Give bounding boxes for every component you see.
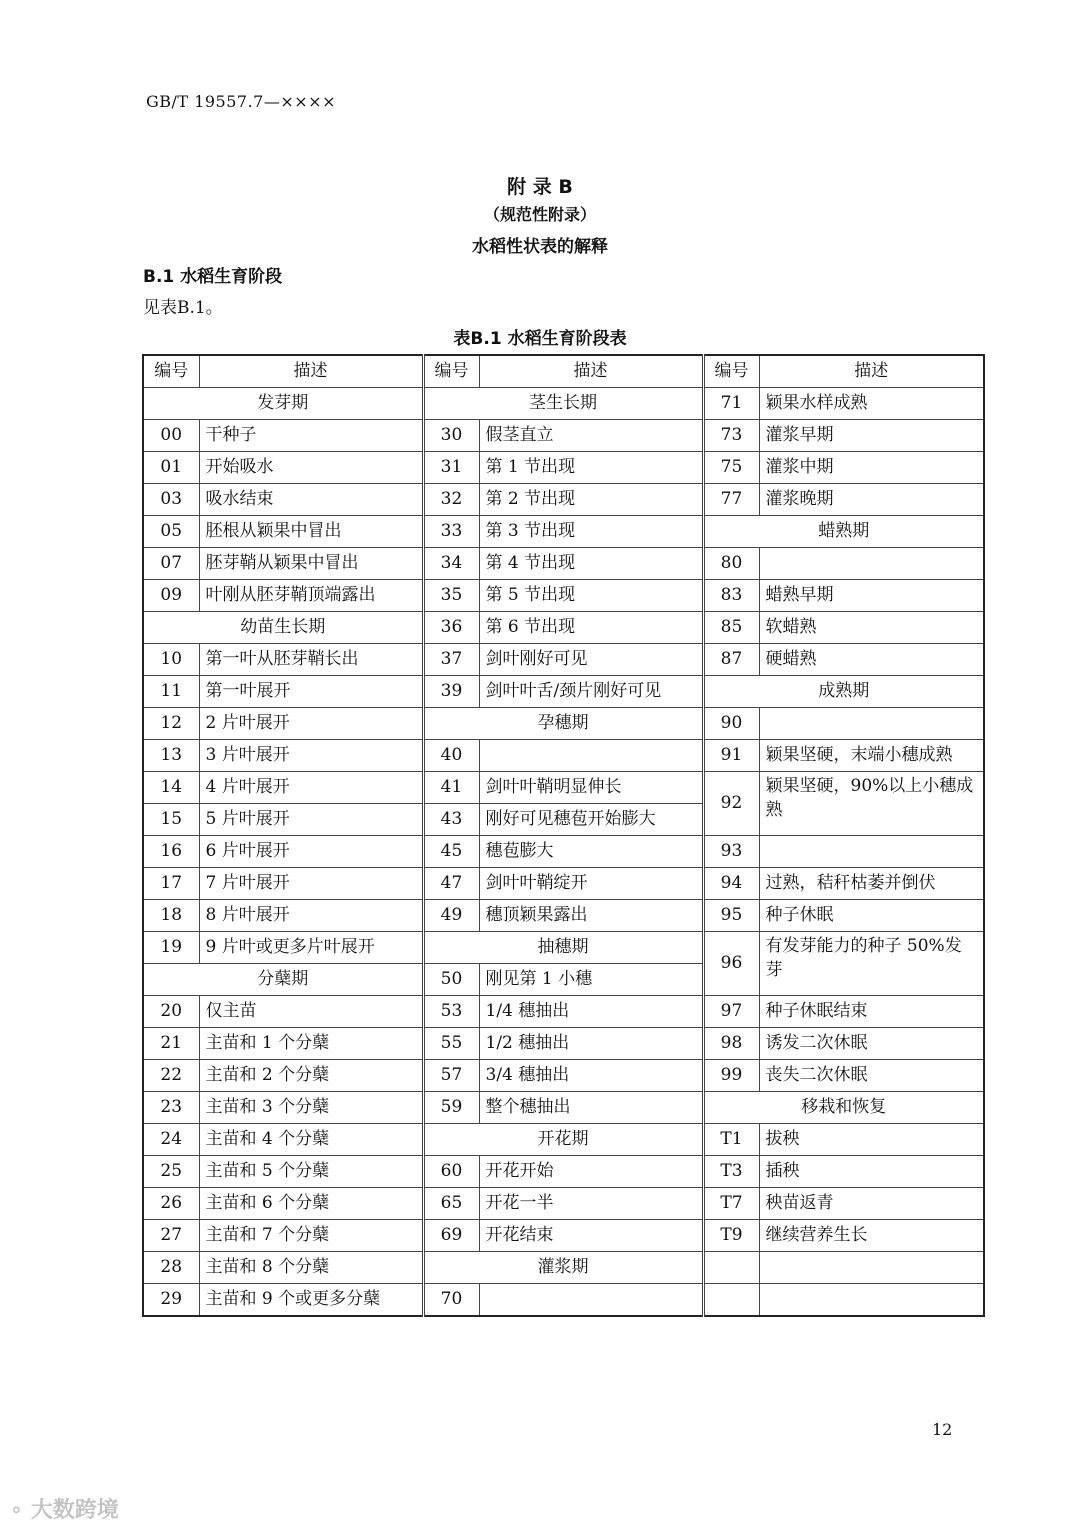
stage-code-cell: 45	[423, 836, 479, 868]
stage-code-cell: 11	[143, 676, 199, 708]
table-row	[143, 1060, 984, 1092]
appendix-title: 附 录 B	[507, 176, 573, 198]
table-row	[143, 1252, 984, 1284]
section-heading: B.1 水稻生育阶段	[143, 267, 283, 287]
stage-code-cell: 30	[423, 420, 479, 452]
page-number: 12	[932, 1420, 953, 1439]
stage-desc-cell: 第 5 节出现	[479, 580, 703, 612]
stage-desc-cell: 胚根从颖果中冒出	[199, 516, 423, 548]
stage-code-cell: 14	[143, 772, 199, 804]
stage-code-cell: 92	[703, 772, 759, 836]
weibo-icon: ⚬	[8, 1498, 25, 1522]
stage-code-cell: 20	[143, 996, 199, 1028]
stage-code-cell: 07	[143, 548, 199, 580]
stage-code-cell: 09	[143, 580, 199, 612]
table-row	[143, 644, 984, 676]
stage-code-cell: 49	[423, 900, 479, 932]
stage-desc-cell: 丧失二次休眠	[759, 1060, 984, 1092]
stage-code-cell: 16	[143, 836, 199, 868]
stage-code-cell: 71	[703, 388, 759, 420]
table-row	[143, 676, 984, 708]
stage-code-cell: 85	[703, 612, 759, 644]
stage-desc-cell: 剑叶叶舌/颈片刚好可见	[479, 676, 703, 708]
stage-code-cell: 87	[703, 644, 759, 676]
stage-code-cell: 37	[423, 644, 479, 676]
stage-desc-cell	[479, 740, 703, 772]
stage-desc-cell: 1/2 穗抽出	[479, 1028, 703, 1060]
stage-code-cell: 96	[703, 932, 759, 996]
stage-code-cell: 13	[143, 740, 199, 772]
table-row	[143, 420, 984, 452]
stage-desc-cell: 剑叶叶鞘明显伸长	[479, 772, 703, 804]
stage-group-cell: 分蘖期	[143, 964, 423, 996]
stage-desc-cell: 第一叶展开	[199, 676, 423, 708]
stage-code-cell: 28	[143, 1252, 199, 1284]
table-row	[143, 452, 984, 484]
stage-code-cell: 39	[423, 676, 479, 708]
stage-code-cell	[703, 1284, 759, 1317]
stage-desc-cell: 8 片叶展开	[199, 900, 423, 932]
stage-desc-cell: 插秧	[759, 1156, 984, 1188]
standard-code: GB/T 19557.7—××××	[146, 92, 336, 111]
stage-desc-cell: 刚见第 1 小穗	[479, 964, 703, 996]
table-row	[143, 1220, 984, 1252]
stage-code-cell: 47	[423, 868, 479, 900]
stage-code-cell: 18	[143, 900, 199, 932]
stage-code-cell: 00	[143, 420, 199, 452]
stage-desc-cell: 灌浆晚期	[759, 484, 984, 516]
stage-code-cell: 32	[423, 484, 479, 516]
stage-code-cell: 59	[423, 1092, 479, 1124]
stage-desc-cell: 主苗和 4 个分蘖	[199, 1124, 423, 1156]
table-caption: 表B.1 水稻生育阶段表	[453, 329, 627, 349]
stage-desc-cell: 拔秧	[759, 1124, 984, 1156]
stage-desc-cell	[759, 708, 984, 740]
stage-desc-cell: 主苗和 9 个或更多分蘖	[199, 1284, 423, 1317]
stage-code-cell: 80	[703, 548, 759, 580]
stage-code-cell: 12	[143, 708, 199, 740]
table-row	[143, 836, 984, 868]
stage-desc-cell: 整个穗抽出	[479, 1092, 703, 1124]
header-desc: 描述	[759, 355, 984, 388]
table-row	[143, 388, 984, 420]
stage-desc-cell: 开花结束	[479, 1220, 703, 1252]
stage-desc-cell	[759, 548, 984, 580]
stage-group-cell: 幼苗生长期	[143, 612, 423, 644]
stage-desc-cell: 4 片叶展开	[199, 772, 423, 804]
stage-code-cell: 25	[143, 1156, 199, 1188]
stage-desc-cell: 秧苗返青	[759, 1188, 984, 1220]
table-header-row	[143, 355, 984, 388]
stage-desc-cell: 叶刚从胚芽鞘顶端露出	[199, 580, 423, 612]
appendix-name: 水稻性状表的解释	[472, 237, 608, 257]
stage-code-cell: 26	[143, 1188, 199, 1220]
stage-code-cell: T1	[703, 1124, 759, 1156]
stage-code-cell: 21	[143, 1028, 199, 1060]
stage-code-cell: 15	[143, 804, 199, 836]
stage-code-cell: 65	[423, 1188, 479, 1220]
stage-desc-cell: 颖果坚硬，90%以上小穗成熟	[759, 772, 984, 836]
stage-desc-cell: 软蜡熟	[759, 612, 984, 644]
stage-code-cell: 93	[703, 836, 759, 868]
stage-group-cell: 抽穗期	[423, 932, 703, 964]
table-row	[143, 868, 984, 900]
watermark	[8, 1493, 119, 1524]
stage-desc-cell: 干种子	[199, 420, 423, 452]
stage-desc-cell: 主苗和 6 个分蘖	[199, 1188, 423, 1220]
table-row	[143, 1028, 984, 1060]
stage-desc-cell: 主苗和 5 个分蘖	[199, 1156, 423, 1188]
appendix-subtitle: （规范性附录）	[483, 205, 596, 224]
stage-desc-cell: 2 片叶展开	[199, 708, 423, 740]
table-row	[143, 612, 984, 644]
stage-code-cell: 57	[423, 1060, 479, 1092]
stage-group-cell: 灌浆期	[423, 1252, 703, 1284]
stage-code-cell: 60	[423, 1156, 479, 1188]
stage-desc-cell: 颖果水样成熟	[759, 388, 984, 420]
section-text: 见表B.1。	[143, 298, 223, 318]
stage-code-cell: 05	[143, 516, 199, 548]
stage-desc-cell	[479, 1284, 703, 1317]
stage-desc-cell: 第 1 节出现	[479, 452, 703, 484]
stage-group-cell: 移栽和恢复	[703, 1092, 984, 1124]
stage-desc-cell	[759, 836, 984, 868]
stage-desc-cell: 第 6 节出现	[479, 612, 703, 644]
stage-code-cell	[703, 1252, 759, 1284]
stage-desc-cell: 诱发二次休眠	[759, 1028, 984, 1060]
stage-code-cell: 97	[703, 996, 759, 1028]
stage-desc-cell: 主苗和 2 个分蘖	[199, 1060, 423, 1092]
stage-code-cell: 43	[423, 804, 479, 836]
stage-desc-cell: 主苗和 8 个分蘖	[199, 1252, 423, 1284]
header-code: 编号	[423, 355, 479, 388]
stage-code-cell: 75	[703, 452, 759, 484]
stage-desc-cell: 仅主苗	[199, 996, 423, 1028]
stage-desc-cell: 第 2 节出现	[479, 484, 703, 516]
stage-desc-cell: 剑叶刚好可见	[479, 644, 703, 676]
stage-code-cell: 70	[423, 1284, 479, 1317]
stage-group-cell: 蜡熟期	[703, 516, 984, 548]
stage-desc-cell: 吸水结束	[199, 484, 423, 516]
stage-desc-cell: 穗顶颖果露出	[479, 900, 703, 932]
stage-desc-cell: 继续营养生长	[759, 1220, 984, 1252]
stage-code-cell: 17	[143, 868, 199, 900]
table-row	[143, 1124, 984, 1156]
stage-code-cell: 55	[423, 1028, 479, 1060]
header-code: 编号	[143, 355, 199, 388]
stage-code-cell: 98	[703, 1028, 759, 1060]
stage-desc-cell: 开花开始	[479, 1156, 703, 1188]
stage-desc-cell: 剑叶叶鞘绽开	[479, 868, 703, 900]
stage-code-cell: 77	[703, 484, 759, 516]
stage-code-cell: 24	[143, 1124, 199, 1156]
table-row	[143, 580, 984, 612]
stage-desc-cell	[759, 1252, 984, 1284]
stage-code-cell: 90	[703, 708, 759, 740]
stage-code-cell: 73	[703, 420, 759, 452]
table-row	[143, 1156, 984, 1188]
stage-code-cell: 69	[423, 1220, 479, 1252]
stage-code-cell: 23	[143, 1092, 199, 1124]
stage-group-cell: 发芽期	[143, 388, 423, 420]
table-row	[143, 932, 984, 964]
stage-desc-cell: 主苗和 7 个分蘖	[199, 1220, 423, 1252]
stage-desc-cell: 9 片叶或更多片叶展开	[199, 932, 423, 964]
stage-desc-cell: 灌浆早期	[759, 420, 984, 452]
stage-desc-cell: 有发芽能力的种子 50%发芽	[759, 932, 984, 996]
stage-code-cell: 94	[703, 868, 759, 900]
table-row	[143, 548, 984, 580]
stage-desc-cell: 6 片叶展开	[199, 836, 423, 868]
table-row	[143, 1188, 984, 1220]
stage-code-cell: 27	[143, 1220, 199, 1252]
growth-stage-table	[142, 354, 985, 1317]
table-row	[143, 740, 984, 772]
stage-code-cell: T7	[703, 1188, 759, 1220]
table-row	[143, 1092, 984, 1124]
stage-desc-cell: 过熟，秸秆枯萎并倒伏	[759, 868, 984, 900]
stage-desc-cell: 硬蜡熟	[759, 644, 984, 676]
stage-desc-cell: 1/4 穗抽出	[479, 996, 703, 1028]
stage-code-cell: 34	[423, 548, 479, 580]
stage-code-cell: 33	[423, 516, 479, 548]
stage-code-cell: 10	[143, 644, 199, 676]
header-code: 编号	[703, 355, 759, 388]
stage-code-cell: 91	[703, 740, 759, 772]
stage-code-cell: 41	[423, 772, 479, 804]
stage-code-cell: 95	[703, 900, 759, 932]
stage-desc-cell: 第一叶从胚芽鞘长出	[199, 644, 423, 676]
stage-desc-cell: 种子休眠	[759, 900, 984, 932]
stage-desc-cell: 开花一半	[479, 1188, 703, 1220]
table-row	[143, 1284, 984, 1317]
stage-desc-cell: 蜡熟早期	[759, 580, 984, 612]
stage-desc-cell: 开始吸水	[199, 452, 423, 484]
stage-desc-cell: 5 片叶展开	[199, 804, 423, 836]
table-row	[143, 516, 984, 548]
stage-desc-cell: 第 4 节出现	[479, 548, 703, 580]
stage-group-cell: 孕穗期	[423, 708, 703, 740]
stage-group-cell: 开花期	[423, 1124, 703, 1156]
stage-code-cell: 31	[423, 452, 479, 484]
stage-code-cell: 19	[143, 932, 199, 964]
table-row	[143, 708, 984, 740]
stage-code-cell: 50	[423, 964, 479, 996]
header-desc: 描述	[479, 355, 703, 388]
stage-code-cell: 03	[143, 484, 199, 516]
table-row	[143, 996, 984, 1028]
stage-code-cell: 36	[423, 612, 479, 644]
stage-desc-cell: 穗苞膨大	[479, 836, 703, 868]
stage-code-cell: 01	[143, 452, 199, 484]
stage-desc-cell: 主苗和 1 个分蘖	[199, 1028, 423, 1060]
stage-desc-cell: 胚芽鞘从颖果中冒出	[199, 548, 423, 580]
stage-desc-cell: 主苗和 3 个分蘖	[199, 1092, 423, 1124]
stage-code-cell: 35	[423, 580, 479, 612]
stage-code-cell: 29	[143, 1284, 199, 1317]
stage-desc-cell: 灌浆中期	[759, 452, 984, 484]
stage-code-cell: 22	[143, 1060, 199, 1092]
stage-code-cell: T9	[703, 1220, 759, 1252]
stage-group-cell: 茎生长期	[423, 388, 703, 420]
stage-desc-cell: 种子休眠结束	[759, 996, 984, 1028]
stage-code-cell: 83	[703, 580, 759, 612]
stage-desc-cell: 假茎直立	[479, 420, 703, 452]
header-desc: 描述	[199, 355, 423, 388]
stage-group-cell: 成熟期	[703, 676, 984, 708]
table-row	[143, 484, 984, 516]
stage-desc-cell: 7 片叶展开	[199, 868, 423, 900]
watermark-text: 大数跨境	[30, 1498, 119, 1523]
table-row	[143, 772, 984, 804]
stage-code-cell: 40	[423, 740, 479, 772]
stage-code-cell: T3	[703, 1156, 759, 1188]
stage-code-cell: 99	[703, 1060, 759, 1092]
table-row	[143, 900, 984, 932]
stage-desc-cell: 第 3 节出现	[479, 516, 703, 548]
stage-desc-cell: 颖果坚硬，末端小穗成熟	[759, 740, 984, 772]
stage-desc-cell	[759, 1284, 984, 1317]
stage-desc-cell: 3 片叶展开	[199, 740, 423, 772]
stage-desc-cell: 3/4 穗抽出	[479, 1060, 703, 1092]
stage-desc-cell: 刚好可见穗苞开始膨大	[479, 804, 703, 836]
stage-code-cell: 53	[423, 996, 479, 1028]
